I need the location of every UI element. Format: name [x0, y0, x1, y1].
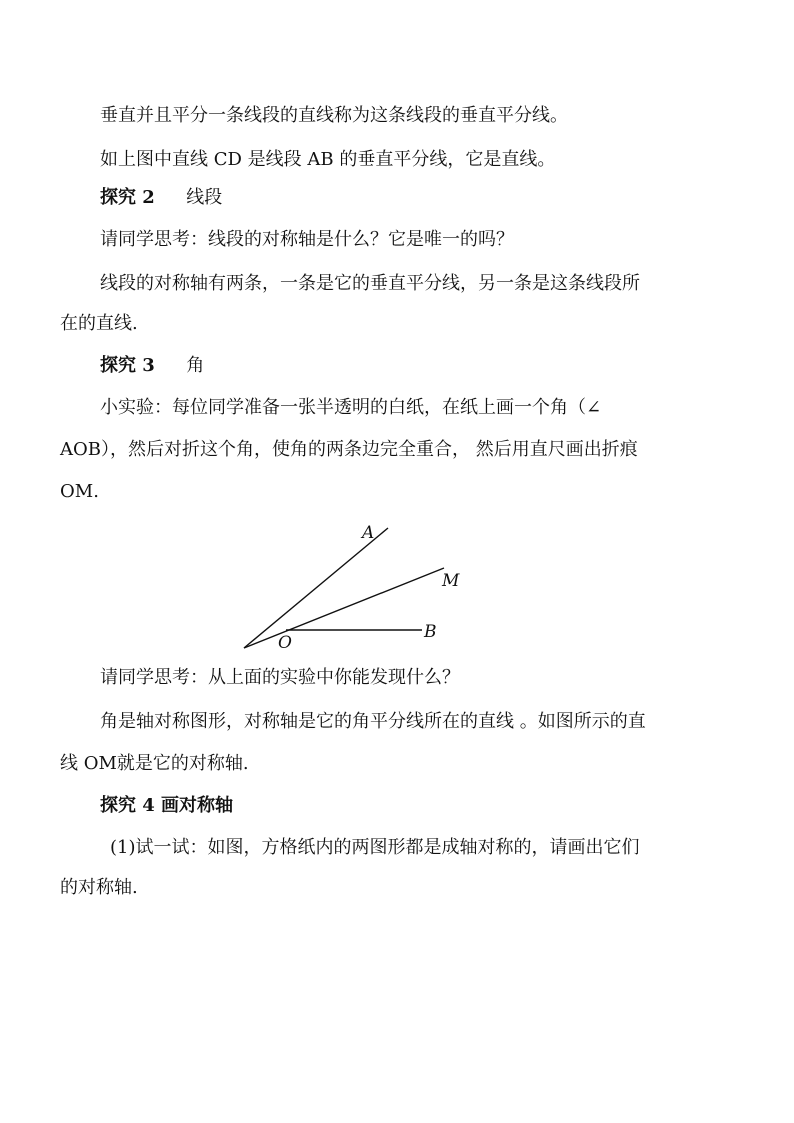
paragraph-try-line1: (1)试一试：如图，方格纸内的两图形都是成轴对称的，请画出它们: [110, 837, 640, 858]
paragraph-experiment-line1: 小实验：每位同学准备一张半透明的白纸，在纸上画一个角（∠: [100, 397, 602, 418]
label-b: B: [424, 622, 437, 642]
heading-explore-2-title: 线段: [186, 187, 223, 208]
paragraph-cd-example: 如上图中直线 CD 是线段 AB 的垂直平分线，它是直线。: [100, 149, 556, 170]
label-o: O: [278, 633, 292, 653]
paragraph-experiment-question: 请同学思考：从上面的实验中你能发现什么？: [100, 667, 460, 688]
paragraph-angle-answer-line2: 线 OM就是它的对称轴.: [60, 753, 249, 774]
heading-explore-3-title: 角: [186, 355, 205, 376]
paragraph-experiment-line2: AOB），然后对折这个角，使角的两条边完全重合， 然后用直尺画出折痕: [60, 439, 638, 460]
paragraph-experiment-line3: OM.: [60, 481, 99, 502]
paragraph-segment-answer-line1: 线段的对称轴有两条，一条是它的垂直平分线，另一条是这条线段所: [100, 273, 640, 294]
paragraph-perpendicular-bisector-definition: 垂直并且平分一条线段的直线称为这条线段的垂直平分线。: [100, 105, 568, 126]
paragraph-segment-question: 请同学思考：线段的对称轴是什么？它是唯一的吗？: [100, 229, 514, 250]
paragraph-angle-answer-line1: 角是轴对称图形，对称轴是它的角平分线所在的直线 。如图所示的直: [100, 711, 646, 732]
angle-figure: [236, 520, 472, 660]
label-a: A: [362, 523, 375, 543]
ray-om: [244, 568, 444, 648]
heading-explore-3-label: 探究 3: [100, 355, 155, 376]
heading-explore-3: [100, 354, 204, 378]
heading-explore-2: [100, 186, 222, 210]
heading-explore-2-label: 探究 2: [100, 187, 155, 208]
label-m: M: [442, 571, 460, 591]
heading-explore-4: 探究 4 画对称轴: [100, 795, 234, 816]
paragraph-segment-answer-line2: 在的直线.: [60, 313, 138, 334]
paragraph-try-line2: 的对称轴.: [60, 877, 138, 898]
angle-aob-diagram: [236, 520, 472, 660]
